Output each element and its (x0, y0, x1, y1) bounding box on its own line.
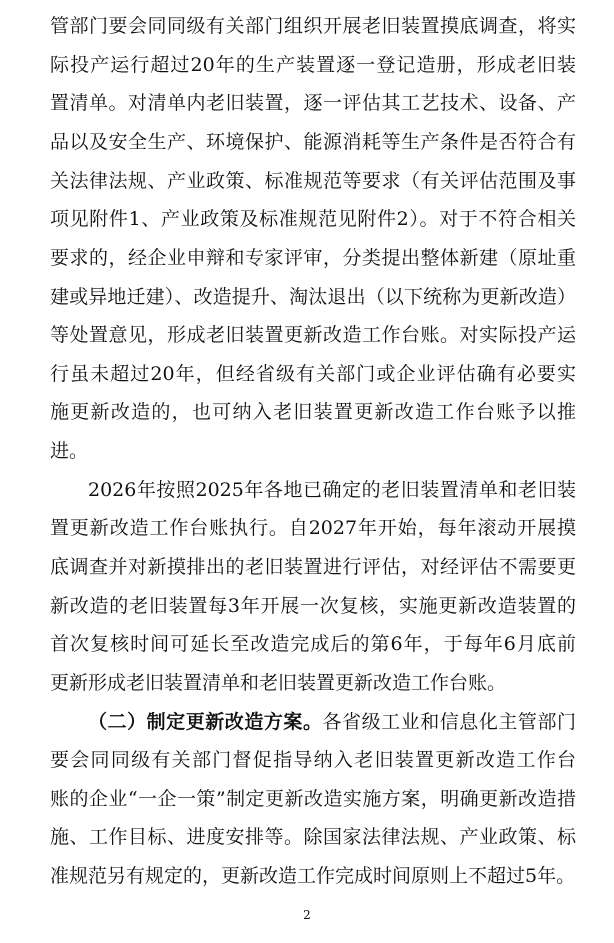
text-line: 要求的，经企业申辩和专家评审，分类提出整体新建（原址重 (50, 246, 576, 269)
text-line: 更新形成老旧装置清单和老旧装置更新改造工作台账。 (50, 671, 507, 694)
text-line: 品以及安全生产、环境保护、能源消耗等生产条件是否符合有 (50, 130, 576, 153)
text-line: 建或异地迁建）、改造提升、淘汰退出（以下统称为更新改造） (50, 285, 576, 308)
text-line: 际投产运行超过20年的生产装置逐一登记造册，形成老旧装 (50, 53, 576, 76)
text-line: 项见附件1、产业政策及标准规范见附件2）。对于不符合相关 (50, 208, 576, 231)
text-line: 准规范另有规定的，更新改造工作完成时间原则上不超过5年。 (50, 865, 576, 887)
text-line: 首次复核时间可延长至改造完成后的第6年，于每年6月底前 (50, 633, 576, 656)
section-heading: （二）制定更新改造方案。 (88, 710, 323, 733)
text-line: 行虽未超过20年，但经省级有关部门或企业评估确有必要实 (50, 362, 576, 385)
text-line: 置清单。对清单内老旧装置，逐一评估其工艺技术、设备、产 (50, 92, 576, 115)
text-line: 新改造的老旧装置每3年开展一次复核，实施更新改造装置的 (50, 594, 576, 617)
text-line: 关法律法规、产业政策、标准规范等要求（有关评估范围及事 (50, 169, 576, 192)
text-line: 等处置意见，形成老旧装置更新改造工作台账。对实际投产运 (50, 324, 576, 347)
text-line: 进。 (50, 440, 89, 462)
text-line: 施更新改造的，也可纳入老旧装置更新改造工作台账予以推 (50, 401, 576, 424)
page-number: 2 (303, 908, 311, 922)
text-line: 施、工作目标、进度安排等。除国家法律法规、产业政策、标 (50, 826, 576, 849)
heading-rest: 各省级工业和信息化主管部门 (322, 710, 576, 733)
text-line: 置更新改造工作台账执行。自2027年开始，每年滚动开展摸 (50, 517, 576, 540)
text-line (88, 708, 576, 736)
text-line: 2026年按照2025年各地已确定的老旧装置清单和老旧装 (88, 478, 576, 501)
text-line: 要会同同级有关部门督促指导纳入老旧装置更新改造工作台 (50, 749, 576, 772)
text-line: 底调查并对新摸排出的老旧装置进行评估，对经评估不需要更 (50, 555, 576, 578)
text-line: 账的企业“一企一策”制定更新改造实施方案，明确更新改造措 (50, 787, 576, 810)
text-line: 管部门要会同同级有关部门组织开展老旧装置摸底调查，将实 (50, 15, 576, 37)
